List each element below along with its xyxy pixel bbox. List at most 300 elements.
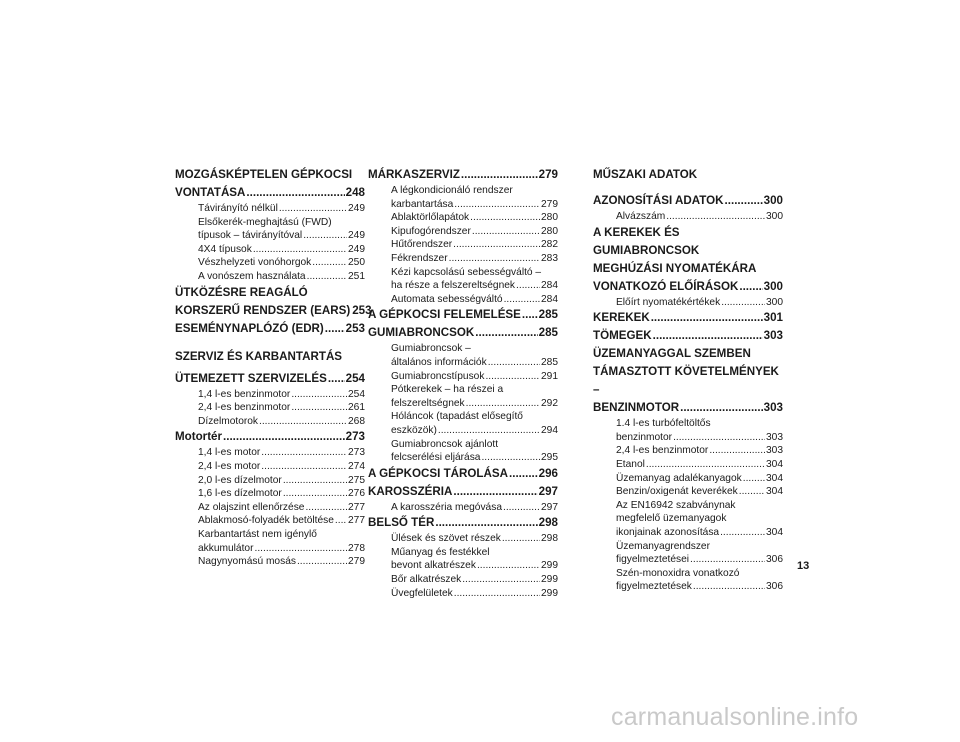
dot-leader bbox=[503, 501, 540, 515]
entry-label: Üzemanyag adalékanyagok bbox=[616, 472, 742, 484]
entry-row bbox=[368, 483, 558, 501]
toc-subentry bbox=[175, 216, 365, 243]
entry-row bbox=[368, 306, 558, 324]
toc-subentry bbox=[368, 342, 558, 369]
toc-subentry bbox=[175, 501, 365, 515]
entry-text-line: megfelelő üzemanyagok bbox=[616, 513, 727, 525]
entry-page: 304 bbox=[766, 458, 783, 470]
dot-leader bbox=[335, 514, 347, 528]
entry-text-line: Műanyag és festékkel bbox=[391, 546, 490, 558]
entry-row bbox=[391, 424, 558, 438]
entry-row bbox=[175, 184, 365, 202]
entry-row bbox=[391, 225, 558, 239]
toc-subentry bbox=[175, 514, 365, 528]
entry-row bbox=[593, 399, 783, 417]
entry-label: KAROSSZÉRIA bbox=[368, 484, 453, 498]
toc-column-middle bbox=[368, 166, 558, 600]
entry-label: Etanol bbox=[616, 458, 645, 470]
entry-page: 285 bbox=[538, 308, 558, 322]
dot-leader bbox=[325, 320, 345, 338]
dot-leader bbox=[462, 573, 540, 587]
toc-subentry bbox=[368, 383, 558, 410]
dot-leader bbox=[261, 460, 347, 474]
entry-page: 304 bbox=[766, 486, 783, 498]
dot-leader bbox=[438, 424, 540, 438]
entry-row bbox=[391, 198, 558, 212]
toc-subentry bbox=[593, 417, 783, 444]
entry-page: 268 bbox=[348, 415, 365, 427]
page-number: 13 bbox=[797, 560, 810, 572]
entry-label: Ablakmosó-folyadék betöltése bbox=[198, 515, 334, 527]
toc-subentry bbox=[593, 444, 783, 458]
entry-label: Kipufogórendszer bbox=[391, 225, 471, 237]
toc-subentry bbox=[368, 587, 558, 601]
entry-label: A GÉPKOCSI TÁROLÁSA bbox=[368, 466, 508, 480]
entry-page: 284 bbox=[541, 280, 558, 292]
toc-heading bbox=[593, 192, 783, 210]
entry-label: Dízelmotorok bbox=[198, 415, 259, 427]
toc-subentry bbox=[593, 296, 783, 310]
dot-leader bbox=[305, 501, 347, 515]
dot-leader bbox=[690, 553, 765, 567]
entry-page: 304 bbox=[766, 526, 783, 538]
entry-row bbox=[391, 211, 558, 225]
entry-label: ha része a felszereltségnek bbox=[391, 280, 516, 292]
entry-page: 285 bbox=[541, 356, 558, 368]
dot-leader bbox=[453, 238, 540, 252]
toc-subentry bbox=[175, 256, 365, 270]
toc-subentry bbox=[593, 567, 783, 594]
entry-row bbox=[368, 166, 558, 184]
dot-leader bbox=[303, 229, 347, 243]
toc-subentry bbox=[175, 460, 365, 474]
entry-text-line: A KEREKEK ÉS GUMIABRONCSOK bbox=[593, 225, 700, 257]
dot-leader bbox=[255, 542, 348, 556]
entry-page: 250 bbox=[348, 257, 365, 269]
entry-page: 306 bbox=[766, 554, 783, 566]
dot-leader bbox=[461, 166, 538, 184]
entry-label: GUMIABRONCSOK bbox=[368, 326, 475, 340]
entry-text-line: Az EN16942 szabványnak bbox=[616, 499, 736, 511]
entry-text-line: Gumiabroncsok ajánlott bbox=[391, 438, 499, 450]
dot-leader bbox=[709, 444, 765, 458]
toc-subentry bbox=[368, 532, 558, 546]
entry-label: Ablaktörlőlapátok bbox=[391, 212, 470, 224]
entry-label: figyelmeztetései bbox=[616, 554, 690, 566]
toc-heading bbox=[593, 345, 783, 417]
dot-leader bbox=[651, 309, 763, 327]
entry-label: ÜTEMEZETT SZERVIZELÉS bbox=[175, 371, 327, 385]
entry-text-line: Karbantartást nem igénylő bbox=[198, 528, 317, 540]
entry-page: 279 bbox=[541, 198, 558, 210]
toc-column-right bbox=[593, 166, 783, 594]
dot-leader bbox=[223, 428, 345, 446]
entry-row bbox=[175, 302, 372, 320]
entry-label: benzinmotor bbox=[616, 431, 673, 443]
entry-label: A karosszéria megóvása bbox=[391, 501, 502, 513]
entry-row bbox=[616, 526, 783, 540]
entry-page: 303 bbox=[766, 431, 783, 443]
dot-leader bbox=[481, 451, 540, 465]
entry-label: AZONOSÍTÁSI ADATOK bbox=[593, 194, 724, 207]
dot-leader bbox=[291, 401, 347, 415]
entry-page: 253 bbox=[352, 303, 372, 317]
toc-heading bbox=[593, 327, 783, 345]
entry-label: ikonjainak azonosítása bbox=[616, 526, 720, 538]
dot-leader bbox=[291, 388, 347, 402]
toc-subentry bbox=[175, 555, 365, 569]
entry-row bbox=[198, 401, 365, 415]
entry-row bbox=[391, 587, 558, 601]
entry-label: KEREKEK bbox=[593, 311, 650, 325]
entry-page: 251 bbox=[348, 270, 365, 282]
entry-text-line: A légkondicionáló rendszer bbox=[391, 185, 513, 196]
entry-text-line: MEGHÚZÁSI NYOMATÉKÁRA bbox=[593, 261, 757, 275]
entry-text-line: Elsőkerék-meghajtású (FWD) bbox=[198, 216, 332, 228]
entry-row bbox=[391, 559, 558, 573]
dot-leader bbox=[449, 252, 540, 266]
dot-leader bbox=[259, 415, 347, 429]
entry-label: BELSŐ TÉR bbox=[368, 516, 435, 530]
entry-row bbox=[198, 555, 365, 569]
dot-leader bbox=[720, 526, 765, 540]
entry-page: 297 bbox=[538, 484, 558, 498]
toc-subentry bbox=[175, 487, 365, 501]
entry-label: Távirányító nélkül bbox=[198, 203, 278, 214]
entry-page: 278 bbox=[348, 542, 365, 554]
entry-label: 1,4 l-es benzinmotor bbox=[198, 388, 291, 400]
entry-row bbox=[198, 415, 365, 429]
dot-leader bbox=[504, 293, 540, 307]
entry-row bbox=[198, 514, 365, 528]
entry-row bbox=[391, 293, 558, 307]
toc-heading bbox=[368, 514, 558, 532]
toc-heading bbox=[368, 166, 558, 184]
entry-label: VONTATÁSA bbox=[175, 186, 246, 199]
entry-row bbox=[593, 192, 783, 210]
dot-leader bbox=[454, 198, 540, 212]
entry-row bbox=[616, 296, 783, 310]
entry-page: 300 bbox=[763, 279, 783, 293]
entry-page: 283 bbox=[541, 252, 558, 264]
entry-label: VONATKOZÓ ELŐÍRÁSOK bbox=[593, 279, 739, 293]
entry-page: 279 bbox=[538, 168, 558, 181]
entry-text-line: MOZGÁSKÉPTELEN GÉPKOCSI bbox=[175, 168, 353, 181]
dot-leader bbox=[646, 458, 765, 472]
entry-row bbox=[616, 553, 783, 567]
entry-text-line: Pótkerekek – ha részei a bbox=[391, 384, 504, 396]
entry-row bbox=[616, 458, 783, 472]
toc-subentry bbox=[368, 501, 558, 515]
entry-page: 277 bbox=[348, 515, 365, 527]
entry-text-line: TÁMASZTOTT KÖVETELMÉNYEK – bbox=[593, 365, 779, 397]
dot-leader bbox=[283, 487, 347, 501]
entry-page: 275 bbox=[348, 474, 365, 486]
dot-leader bbox=[466, 397, 540, 411]
toc-heading bbox=[175, 428, 365, 446]
dot-leader bbox=[739, 485, 765, 499]
dot-leader bbox=[739, 278, 762, 296]
entry-row bbox=[391, 252, 558, 266]
entry-row bbox=[593, 278, 783, 296]
entry-row bbox=[391, 451, 558, 465]
entry-row bbox=[198, 542, 365, 556]
entry-label: BENZINMOTOR bbox=[593, 401, 680, 415]
entry-label: figyelmeztetések bbox=[616, 581, 692, 593]
entry-page: 291 bbox=[541, 370, 558, 382]
toc-subentry bbox=[593, 540, 783, 567]
section-title: MŰSZAKI ADATOK bbox=[593, 168, 698, 181]
entry-page: 294 bbox=[541, 424, 558, 436]
entry-label: 2,0 l-es dízelmotor bbox=[198, 474, 282, 486]
entry-row bbox=[198, 460, 365, 474]
entry-row bbox=[391, 397, 558, 411]
entry-row bbox=[391, 356, 558, 370]
dot-leader bbox=[488, 356, 540, 370]
entry-label: 2,4 l-es benzinmotor bbox=[616, 445, 709, 457]
dot-leader bbox=[246, 184, 344, 202]
entry-page: 273 bbox=[345, 430, 365, 444]
dot-leader bbox=[472, 225, 540, 239]
toc-subentry bbox=[175, 388, 365, 402]
entry-label: bevont alkatrészek bbox=[391, 560, 476, 572]
entry-page: 280 bbox=[541, 225, 558, 237]
dot-leader bbox=[680, 399, 763, 417]
entry-label: KORSZERŰ RENDSZER (EARS) bbox=[175, 303, 351, 317]
entry-label: 4X4 típusok bbox=[198, 243, 252, 255]
toc-subentry bbox=[593, 458, 783, 472]
entry-row bbox=[391, 279, 558, 293]
entry-label: felszereltségnek bbox=[391, 397, 465, 409]
entry-label: Automata sebességváltó bbox=[391, 293, 503, 305]
dot-leader bbox=[283, 474, 347, 488]
entry-text-line: Szén-monoxidra vonatkozó bbox=[616, 567, 740, 579]
entry-row bbox=[198, 229, 365, 243]
entry-page: 298 bbox=[541, 533, 558, 545]
dot-leader bbox=[307, 270, 347, 284]
entry-row bbox=[593, 327, 783, 345]
toc-subentry bbox=[368, 252, 558, 266]
toc-subentry bbox=[368, 184, 558, 211]
entry-row bbox=[368, 465, 558, 483]
entry-page: 303 bbox=[763, 329, 783, 343]
toc-heading bbox=[593, 309, 783, 327]
entry-page: 273 bbox=[348, 447, 365, 459]
toc-subentry bbox=[175, 202, 365, 216]
entry-row bbox=[368, 324, 558, 342]
entry-label: 1,4 l-es motor bbox=[198, 447, 261, 459]
dot-leader bbox=[477, 559, 540, 573]
entry-row bbox=[175, 320, 365, 338]
entry-label: 1,6 l-es dízelmotor bbox=[198, 488, 282, 500]
entry-page: 300 bbox=[766, 211, 783, 222]
entry-row bbox=[616, 444, 783, 458]
entry-label: Alvázszám bbox=[616, 211, 666, 222]
dot-leader bbox=[475, 324, 537, 342]
toc-subentry bbox=[175, 415, 365, 429]
entry-page: 279 bbox=[348, 556, 365, 568]
dot-leader bbox=[673, 431, 765, 445]
entry-label: A vonószem használata bbox=[198, 270, 306, 282]
entry-row bbox=[198, 243, 365, 257]
entry-label: Fékrendszer bbox=[391, 252, 448, 264]
toc-subentry bbox=[175, 528, 365, 555]
entry-page: 304 bbox=[766, 472, 783, 484]
entry-label: Gumiabroncstípusok bbox=[391, 370, 485, 382]
entry-page: 306 bbox=[766, 581, 783, 593]
dot-leader bbox=[509, 465, 538, 483]
dot-leader bbox=[485, 370, 540, 384]
toc-subentry bbox=[175, 446, 365, 460]
dot-leader bbox=[666, 210, 765, 224]
toc-subentry bbox=[175, 474, 365, 488]
toc-heading bbox=[368, 324, 558, 342]
entry-row bbox=[616, 472, 783, 486]
entry-page: 261 bbox=[348, 402, 365, 414]
toc-subentry bbox=[175, 270, 365, 284]
entry-page: 249 bbox=[348, 243, 365, 255]
entry-page: 303 bbox=[766, 445, 783, 457]
entry-text-line: Üzemanyagrendszer bbox=[616, 540, 710, 552]
entry-row bbox=[391, 370, 558, 384]
entry-label: 2,4 l-es benzinmotor bbox=[198, 402, 291, 414]
dot-leader bbox=[502, 532, 540, 546]
entry-page: 254 bbox=[348, 388, 365, 400]
toc-subentry bbox=[368, 293, 558, 307]
entry-row bbox=[616, 580, 783, 594]
toc-subentry bbox=[368, 225, 558, 239]
entry-page: 280 bbox=[541, 212, 558, 224]
toc-subentry bbox=[175, 401, 365, 415]
entry-row bbox=[198, 474, 365, 488]
entry-page: 298 bbox=[538, 516, 558, 530]
entry-row bbox=[198, 446, 365, 460]
entry-label: általános információk bbox=[391, 356, 487, 368]
entry-page: 296 bbox=[538, 466, 558, 480]
entry-text-line: Hóláncok (tapadást elősegítő bbox=[391, 411, 523, 423]
toc-subentry bbox=[593, 210, 783, 224]
entry-text-line: 1.4 l-es turbófeltöltős bbox=[616, 418, 711, 430]
entry-page: 284 bbox=[541, 293, 558, 305]
toc-subentry bbox=[593, 499, 783, 540]
entry-page: 299 bbox=[541, 587, 558, 599]
dot-leader bbox=[297, 555, 347, 569]
entry-page: 292 bbox=[541, 397, 558, 409]
entry-page: 249 bbox=[348, 203, 365, 214]
toc-subentry bbox=[368, 410, 558, 437]
entry-label: Hűtőrendszer bbox=[391, 239, 453, 251]
entry-page: 276 bbox=[348, 488, 365, 500]
entry-page: 301 bbox=[763, 311, 783, 325]
entry-row bbox=[198, 388, 365, 402]
entry-label: típusok – távirányítóval bbox=[198, 230, 303, 242]
entry-row bbox=[616, 210, 783, 224]
entry-row bbox=[198, 256, 365, 270]
dot-leader bbox=[721, 296, 765, 310]
toc-subentry bbox=[368, 573, 558, 587]
entry-row bbox=[391, 238, 558, 252]
entry-page: 299 bbox=[541, 574, 558, 586]
dot-leader bbox=[279, 202, 347, 216]
dot-leader bbox=[522, 306, 538, 324]
toc-subentry bbox=[175, 243, 365, 257]
entry-label: Az olajszint ellenőrzése bbox=[198, 501, 305, 513]
entry-row bbox=[616, 485, 783, 499]
toc-subentry bbox=[593, 485, 783, 499]
toc-subentry bbox=[368, 238, 558, 252]
watermark: carmanualsonline.info bbox=[611, 703, 859, 731]
entry-page: 274 bbox=[348, 460, 365, 472]
entry-row bbox=[391, 501, 558, 515]
entry-label: Motortér bbox=[175, 430, 223, 444]
entry-row bbox=[175, 428, 365, 446]
entry-label: Vészhelyzeti vonóhorgok bbox=[198, 257, 312, 269]
toc-heading bbox=[593, 224, 783, 296]
entry-label: Előírt nyomatékértékek bbox=[616, 296, 721, 308]
toc-subentry bbox=[368, 546, 558, 573]
dot-leader bbox=[435, 514, 537, 532]
entry-row bbox=[391, 573, 558, 587]
toc-heading bbox=[368, 465, 558, 483]
dot-leader bbox=[470, 211, 540, 225]
entry-text-line: Kézi kapcsolású sebességváltó – bbox=[391, 266, 542, 278]
toc-heading bbox=[368, 483, 558, 501]
entry-row bbox=[616, 431, 783, 445]
entry-text-line: Gumiabroncsok – bbox=[391, 343, 471, 355]
entry-label: 2,4 l-es motor bbox=[198, 460, 261, 472]
dot-leader bbox=[454, 587, 540, 601]
toc-heading bbox=[175, 370, 365, 388]
entry-page: 248 bbox=[345, 186, 365, 199]
entry-row bbox=[391, 532, 558, 546]
entry-row bbox=[198, 487, 365, 501]
dot-leader bbox=[725, 192, 763, 210]
entry-label: Bőr alkatrészek bbox=[391, 574, 462, 586]
dot-leader bbox=[693, 580, 765, 594]
entry-text-line: ÜTKÖZÉSRE REAGÁLÓ bbox=[175, 285, 308, 299]
entry-page: 295 bbox=[541, 452, 558, 464]
toc-subentry bbox=[368, 266, 558, 293]
dot-leader bbox=[328, 370, 345, 388]
dot-leader bbox=[253, 243, 347, 257]
entry-page: 253 bbox=[345, 321, 365, 335]
toc-subentry bbox=[368, 211, 558, 225]
toc-heading bbox=[175, 284, 372, 320]
entry-label: MÁRKASZERVIZ bbox=[368, 168, 460, 181]
toc-heading bbox=[175, 166, 365, 202]
dot-leader bbox=[312, 256, 347, 270]
entry-label: Benzin/oxigenát keverékek bbox=[616, 486, 738, 498]
dot-leader bbox=[743, 472, 765, 486]
toc-heading bbox=[368, 306, 558, 324]
dot-leader bbox=[453, 483, 537, 501]
dot-leader bbox=[516, 279, 540, 293]
entry-page: 254 bbox=[345, 371, 365, 385]
entry-label: ESEMÉNYNAPLÓZÓ (EDR) bbox=[175, 321, 324, 335]
toc-heading bbox=[175, 320, 365, 338]
toc-subentry bbox=[593, 472, 783, 486]
entry-row bbox=[198, 202, 365, 216]
entry-row bbox=[198, 270, 365, 284]
section-title: SZERVIZ ÉS KARBANTARTÁS bbox=[175, 349, 343, 363]
toc-column-left bbox=[175, 166, 372, 569]
entry-text-line: ÜZEMANYAGGAL SZEMBEN bbox=[593, 347, 751, 361]
entry-row bbox=[593, 309, 783, 327]
dot-leader bbox=[261, 446, 347, 460]
entry-label: felcserélési eljárása bbox=[391, 452, 481, 464]
entry-page: 300 bbox=[763, 194, 783, 207]
entry-page: 277 bbox=[348, 501, 365, 513]
